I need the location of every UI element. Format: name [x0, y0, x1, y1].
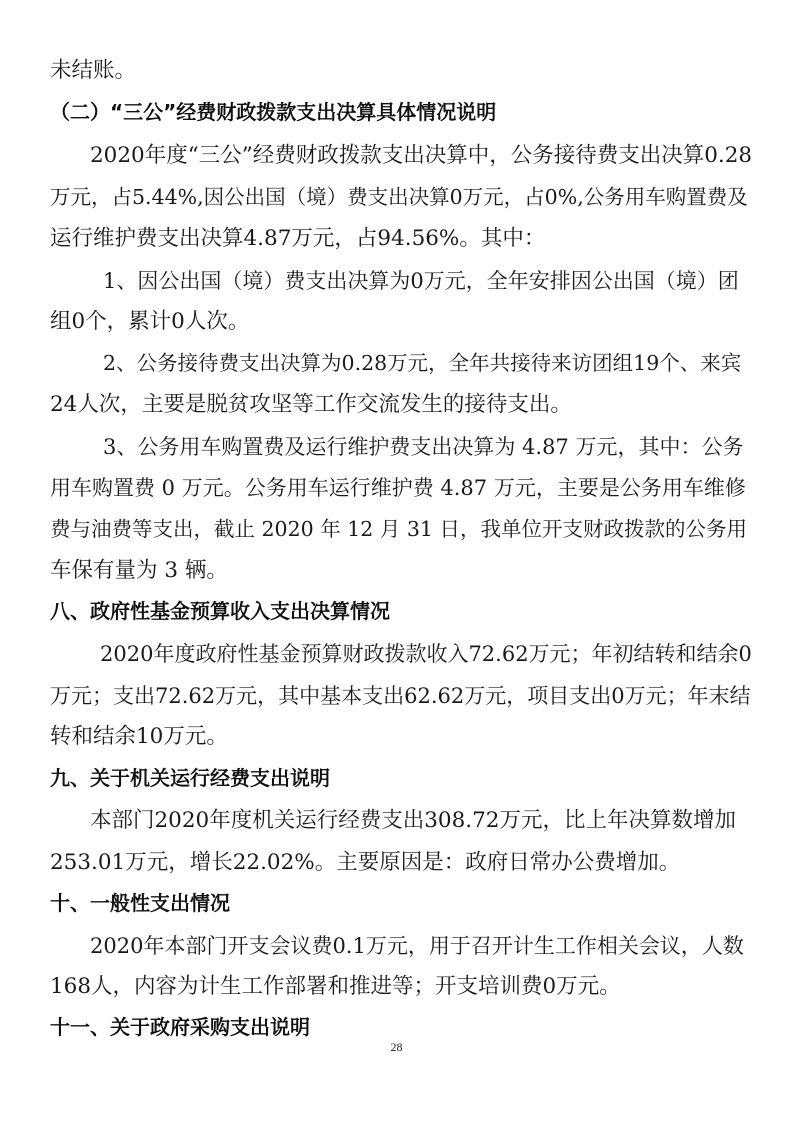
text-line: 24人次，主要是脱贫攻坚等工作交流发生的接待支出。	[50, 392, 572, 417]
text-line: 车保有量为 3 辆。	[50, 558, 228, 583]
text-line: 转和结余10万元。	[50, 724, 228, 749]
text-line: 万元；支出72.62万元，其中基本支出62.62万元，项目支出0万元；年末结	[50, 684, 751, 708]
text-line: 253.01万元，增长22.02%。主要原因是：政府日常办公费增加。	[50, 850, 681, 875]
text-line: 2020年度政府性基金预算财政拨款收入72.62万元；年初结转和结余0	[100, 642, 752, 666]
text-line: 万元，占5.44%,因公出国（境）费支出决算0万元，占0%,公务用车购置费及	[50, 185, 748, 209]
text-line: 3、公务用车购置费及运行维护费支出决算为 4.87 万元，其中：公务	[103, 435, 744, 459]
text-line: 2020年本部门开支会议费0.1万元，用于召开计生工作相关会议，人数	[90, 934, 744, 958]
text-line: 168人，内容为计生工作部署和推进等；开支培训费0万元。	[50, 974, 621, 999]
text-line: 未结账。	[50, 58, 137, 83]
text-line: 用车购置费 0 万元。公务用车运行维护费 4.87 万元，主要是公务用车维修	[50, 476, 746, 500]
section-heading-10: 十、一般性支出情况	[50, 891, 230, 915]
page-number: 28	[390, 1040, 403, 1054]
text-line: 本部门2020年度机关运行经费支出308.72万元，比上年决算数增加	[90, 808, 736, 833]
section-heading-sangong: （二）“三公”经费财政拨款支出决算具体情况说明	[50, 100, 497, 124]
text-line: 组0个，累计0人次。	[50, 309, 250, 334]
text-line: 2020年度“三公”经费财政拨款支出决算中，公务接待费支出决算0.28	[90, 143, 753, 168]
section-heading-11: 十一、关于政府采购支出说明	[50, 1015, 310, 1039]
section-heading-9: 九、关于机关运行经费支出说明	[50, 766, 330, 790]
text-line: 运行维护费支出决算4.87万元，占94.56%。其中：	[50, 226, 546, 251]
text-line: 费与油费等支出，截止 2020 年 12 月 31 日，我单位开支财政拨款的公务用	[50, 517, 747, 541]
text-line: 2、公务接待费支出决算为0.28万元，全年共接待来访团组19个、来宾	[103, 351, 742, 375]
section-heading-8: 八、政府性基金预算收入支出决算情况	[50, 599, 390, 623]
text-line: 1、因公出国（境）费支出决算为0万元，全年安排因公出国（境）团	[103, 269, 739, 293]
